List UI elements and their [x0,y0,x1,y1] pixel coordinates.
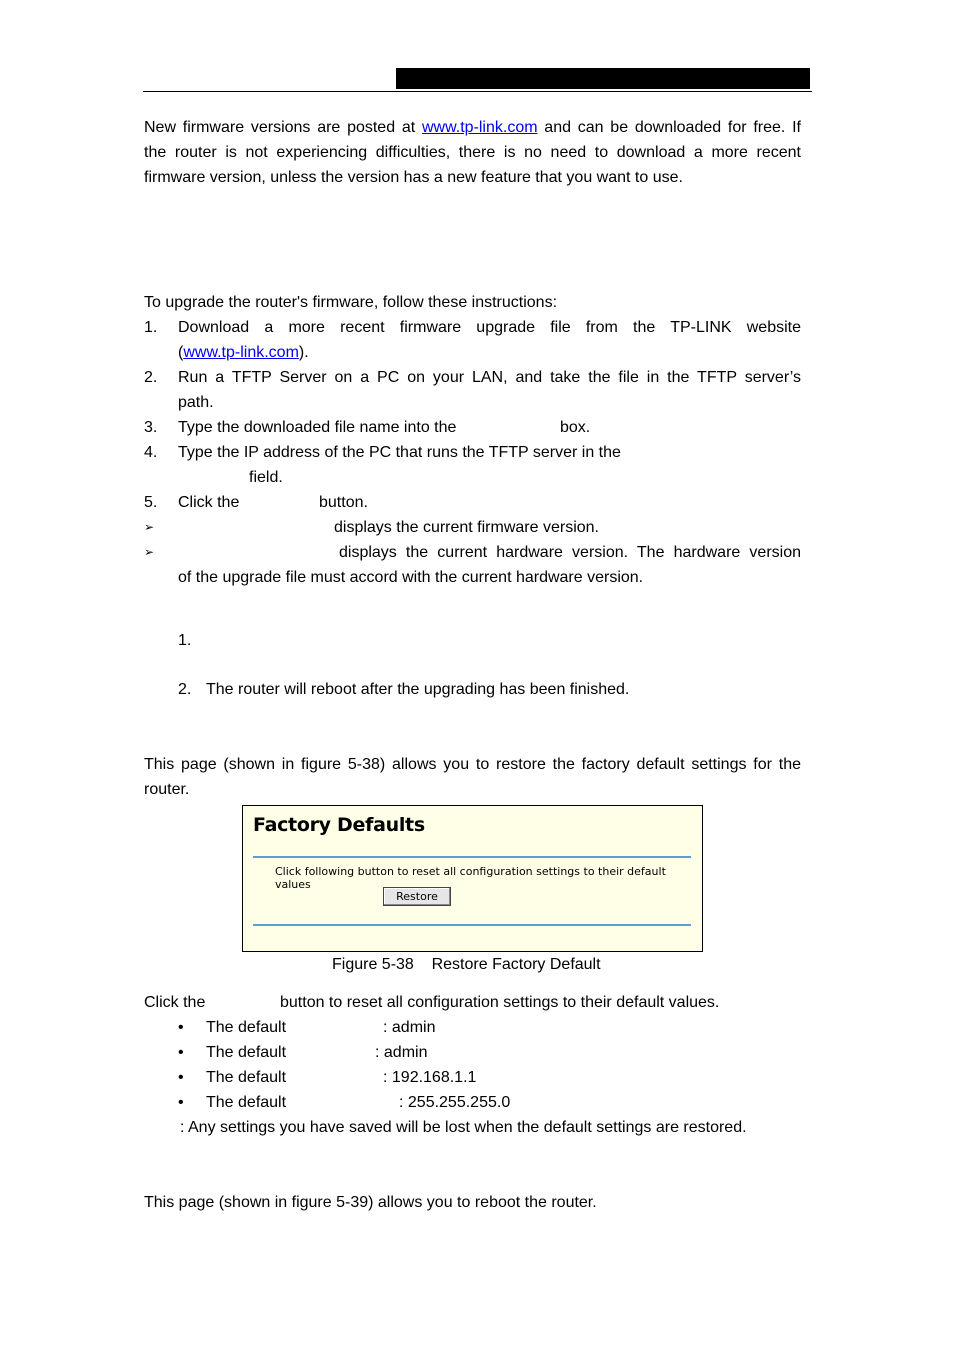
default-label: The default [206,1044,287,1061]
note2-number: 1. [178,632,192,649]
step-5-line-1b: button. [319,494,368,511]
tp-link-url[interactable]: www.tp-link.com [183,344,299,361]
intro-line-3: firmware version, unless the version has a new feature that you want to use. [144,169,683,186]
arrow-bullet-icon: ➢ [144,545,155,559]
bullet-icon: • [178,1069,184,1086]
note-hardware-line-1: displays the current hardware version. The hardware version [339,544,801,561]
default-value: : admin [375,1044,428,1061]
header-bar [396,68,810,89]
upgrade-lead: To upgrade the router's firmware, follow these instructions: [144,294,558,311]
step-4-line-2: field. [249,469,283,486]
intro-line-2: the router is not experiencing difficulties, there is no need to download a more recent [144,144,801,161]
panel-divider [253,856,691,858]
default-value: : 192.168.1.1 [383,1069,477,1086]
default-value: : admin [383,1019,436,1036]
step-number: 5. [144,494,158,511]
default-value: : 255.255.255.0 [399,1094,511,1111]
panel-divider [253,924,691,926]
step-3-line-1b: box. [560,419,591,436]
note2-number: 2. [178,681,192,698]
figure-caption: Figure 5-38 Restore Factory Default [332,956,601,973]
factory-line-1: This page (shown in figure 5-38) allows you to restore the factory default settings for the [144,756,801,773]
intro-line-1: New firmware versions are posted at www.tp-link.com and can be downloaded for free. If [144,119,801,136]
factory-defaults-panel [242,805,703,952]
default-label: The default [206,1094,287,1111]
step-5-line-1a: Click the [178,494,240,511]
default-label: The default [206,1069,287,1086]
step-number: 3. [144,419,158,436]
arrow-bullet-icon: ➢ [144,520,155,534]
panel-text: Click following button to reset all configuration settings to their default values [275,865,666,891]
step-1-line-2: (www.tp-link.com). [178,344,309,361]
step-2-line-2: path. [178,394,214,411]
step-number: 4. [144,444,158,461]
panel-title: Factory Defaults [253,814,425,836]
click-text-a: Click the [144,994,206,1011]
step-2-line-1: Run a TFTP Server on a PC on your LAN, and take the file in the TFTP server’s [178,369,801,386]
factory-line-2: router. [144,781,190,798]
step-number: 2. [144,369,158,386]
note2-text: The router will reboot after the upgrading has been finished. [206,681,630,698]
bullet-icon: • [178,1019,184,1036]
step-number: 1. [144,319,158,336]
step-3-line-1a: Type the downloaded file name into the [178,419,457,436]
step-4-line-1: Type the IP address of the PC that runs the TFTP server in the [178,444,621,461]
note-hardware-line-2: of the upgrade file must accord with the current hardware version. [178,569,644,586]
step-1-line-1: Download a more recent firmware upgrade file from the TP-LINK website [178,319,801,336]
click-text-b: button to reset all configuration settings to their default values. [280,994,720,1011]
header-rule [143,91,812,92]
tp-link-url[interactable]: www.tp-link.com [421,119,538,136]
warning-note: : Any settings you have saved will be lost when the default settings are restored. [180,1119,747,1136]
note-firmware: displays the current firmware version. [334,519,599,536]
default-label: The default [206,1019,287,1036]
restore-button[interactable]: Restore [383,887,451,906]
bullet-icon: • [178,1044,184,1061]
bullet-icon: • [178,1094,184,1111]
reboot-line-1: This page (shown in figure 5-39) allows you to reboot the router. [144,1194,597,1211]
